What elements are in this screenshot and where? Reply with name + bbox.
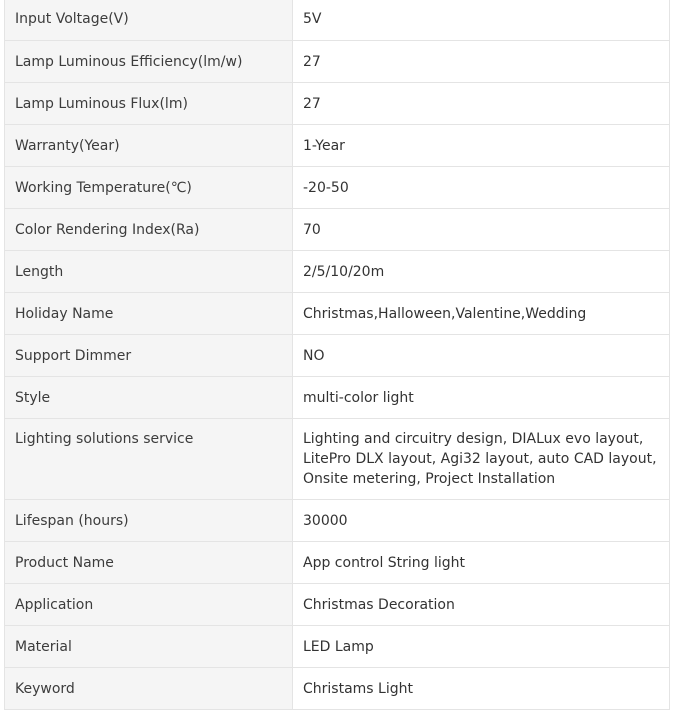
spec-label: Material [5,626,293,668]
table-row [5,209,670,251]
spec-label: Lifespan (hours) [5,500,293,542]
table-row [5,83,670,125]
table-row [5,500,670,542]
table-row [5,542,670,584]
spec-value: LED Lamp [293,626,670,668]
table-row [5,293,670,335]
spec-label: Support Dimmer [5,335,293,377]
spec-value: Lighting and circuitry design, DIALux evo layout, LitePro DLX layout, Agi32 layout, auto CAD layout, Onsite metering, Project Installation [293,419,670,500]
spec-label: Color Rendering Index(Ra) [5,209,293,251]
table-row [5,335,670,377]
spec-label: Holiday Name [5,293,293,335]
table-row [5,668,670,710]
spec-value: NO [293,335,670,377]
spec-value: 70 [293,209,670,251]
spec-value: Christmas,Halloween,Valentine,Wedding [293,293,670,335]
spec-value: 30000 [293,500,670,542]
spec-label: Lamp Luminous Efficiency(lm/w) [5,41,293,83]
spec-label: Application [5,584,293,626]
spec-label: Input Voltage(V) [5,0,293,41]
spec-value: Christams Light [293,668,670,710]
spec-value: 27 [293,41,670,83]
spec-label: Length [5,251,293,293]
table-row [5,377,670,419]
spec-label: Warranty(Year) [5,125,293,167]
product-spec-table [4,0,670,710]
table-row [5,626,670,668]
table-row [5,125,670,167]
spec-label: Lamp Luminous Flux(lm) [5,83,293,125]
spec-label: Keyword [5,668,293,710]
spec-value: 1-Year [293,125,670,167]
spec-label: Working Temperature(℃) [5,167,293,209]
spec-value: 2/5/10/20m [293,251,670,293]
spec-label: Style [5,377,293,419]
table-row [5,41,670,83]
spec-label: Product Name [5,542,293,584]
spec-value: 27 [293,83,670,125]
spec-value: -20-50 [293,167,670,209]
spec-value: App control String light [293,542,670,584]
spec-value: Christmas Decoration [293,584,670,626]
spec-value: multi-color light [293,377,670,419]
spec-label: Lighting solutions service [5,419,293,500]
table-row [5,0,670,41]
table-row [5,419,670,500]
spec-value: 5V [293,0,670,41]
table-row [5,251,670,293]
table-row [5,167,670,209]
table-row [5,584,670,626]
